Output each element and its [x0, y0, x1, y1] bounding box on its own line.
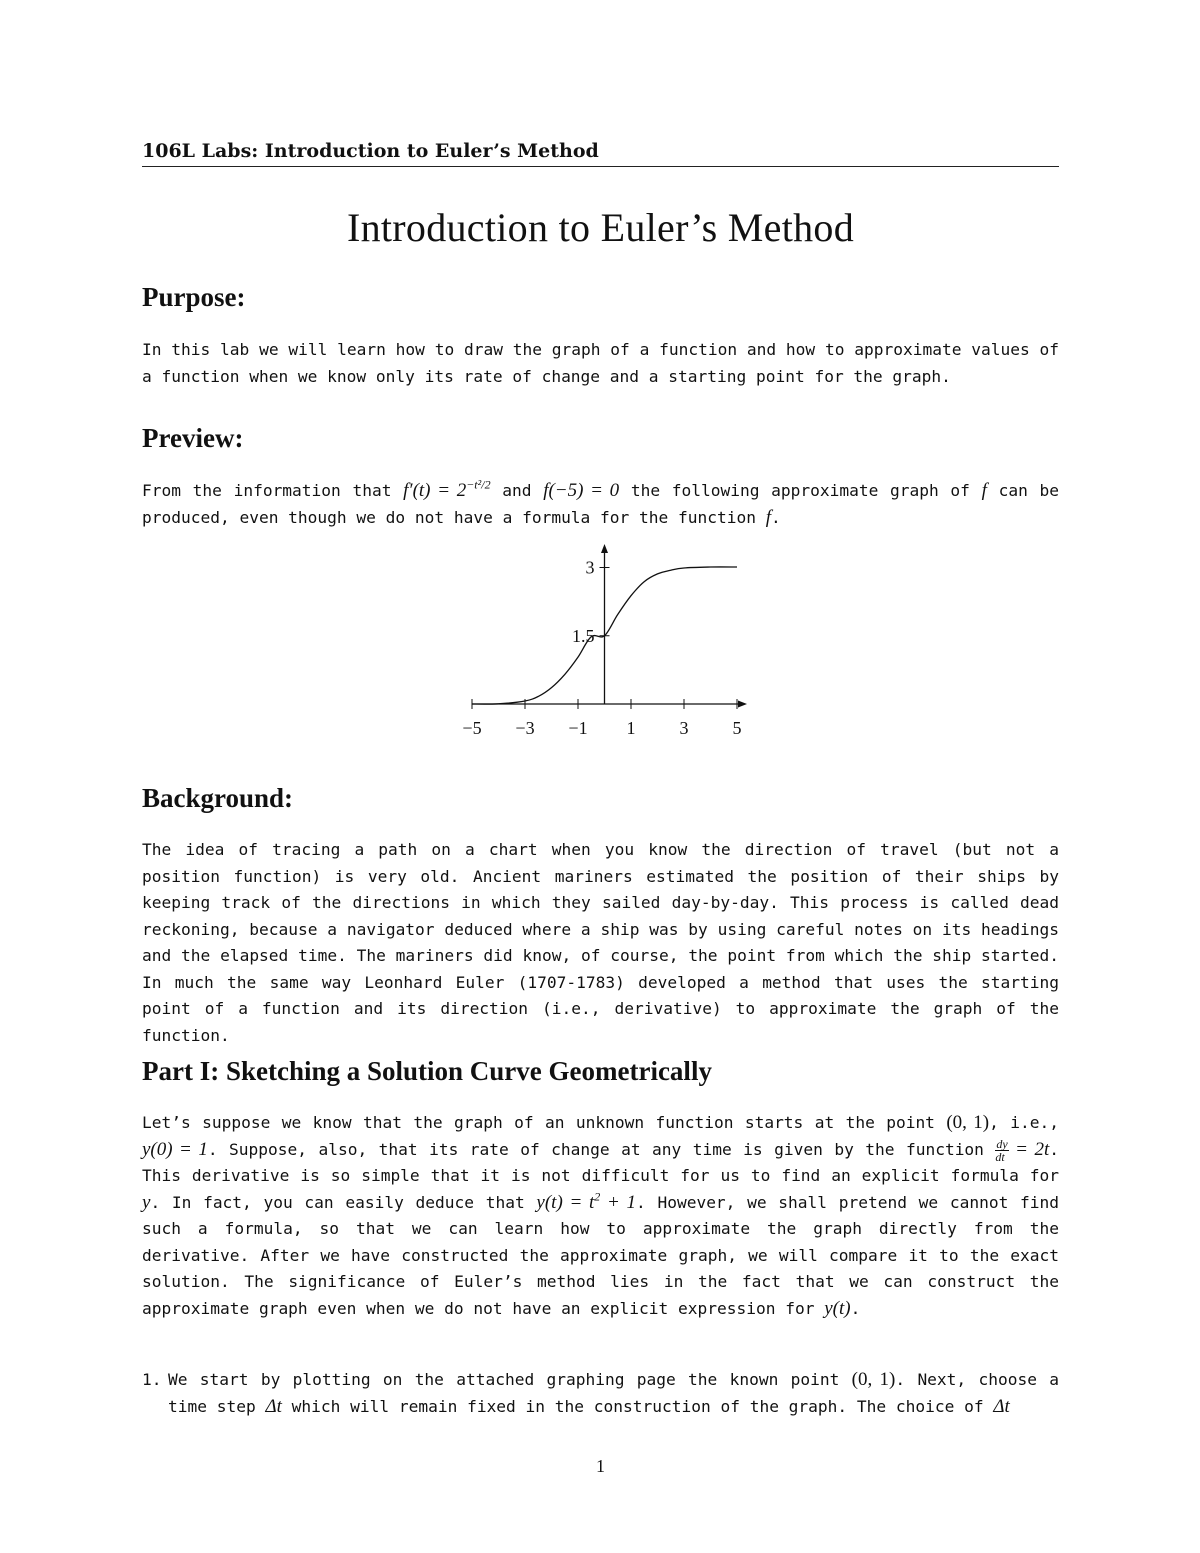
purpose-heading: Purpose:: [142, 282, 246, 312]
background-heading: Background:: [142, 783, 294, 813]
list-item-number: 1.: [142, 1370, 162, 1389]
y-axis-arrowhead: [601, 544, 608, 553]
background-text: The idea of tracing a path on a chart when you know the direction of travel (but not a position function) is very old. Ancient mariners estimated the position of their ships by keeping track of the directions in which they sailed day-by-day. This process is called dead reckoning, because a navigator deduced where a ship was by using careful notes on its headings and the elapsed time. The mariners did know, of course, the point from which the ship started. In much the same way Leonhard Euler (1707-1783) developed a method that uses the starting point of a function and its direction (i.e., derivative) to approximate the graph of the function.: [142, 840, 1059, 1045]
purpose-text: In this lab we will learn how to draw the graph of a function and how to approximate values of a function when we know only its rate of change and a starting point for the graph.: [142, 340, 1059, 386]
document-title: Introduction to Euler’s Method: [346, 205, 855, 250]
math-derivative: $f'(t) = 2^{-t^2/2}$: [403, 477, 491, 501]
part1-text: Let’s suppose we know that the graph of an unknown function starts at the point (0, 1), i.e., y(0) = 1. Suppose, also, that its rate of change at any time is given by the function $\frac{dy}{dt}$ = 2t. This derivative is so simple that it is not difficult for us to find an explicit formula for y. In fact, you can easily deduce that $y(t) = t^2 + 1$. However, we shall pretend we cannot find such a formula, so that we can learn how to approximate the graph directly from the derivative. After we have constructed the approximate graph, we will compare it to the exact solution. The significance of Euler’s method lies in the fact that we can construct the approximate graph even when we do not have an explicit expression for y(t).: [142, 1112, 1060, 1319]
x-tick-label: 5: [732, 718, 742, 738]
math-exact-solution: $y(t) = t^2 + 1$: [536, 1189, 637, 1213]
preview-chart: [442, 540, 762, 745]
preview-text: From the information that $f'(t) = 2^{-t^2/2}$ and f(−5) = 0 the following approximate graph of f can be produced, even though we do not have a formula for the function f.: [142, 477, 1059, 528]
math-fraction-dydt: $\frac{dy}{dt}$: [995, 1136, 1008, 1164]
x-axis-arrowhead: [738, 701, 747, 708]
page-number: 1: [596, 1456, 605, 1476]
y-tick-label: 3: [585, 557, 595, 578]
math-initial-value: f(−5) = 0: [543, 480, 620, 501]
list-item: [142, 1367, 1059, 1420]
part1-heading: Part I: Sketching a Solution Curve Geometrically: [142, 1056, 712, 1086]
preview-heading: Preview:: [142, 423, 244, 453]
running-header: 106L Labs: Introduction to Euler’s Method: [142, 140, 1059, 167]
y-tick-label: 1.5: [572, 625, 595, 646]
x-tick-label: −3: [515, 718, 535, 738]
x-tick-label: 1: [626, 718, 636, 738]
x-tick-label: 3: [679, 718, 689, 738]
x-tick-label: −1: [568, 718, 588, 738]
x-tick-label: −5: [462, 718, 482, 738]
list-item-text: We start by plotting on the attached graphing page the known point (0, 1). Next, choose a time step Δt which will remain fixed in the construction of the graph. The choice of Δt: [168, 1369, 1059, 1417]
